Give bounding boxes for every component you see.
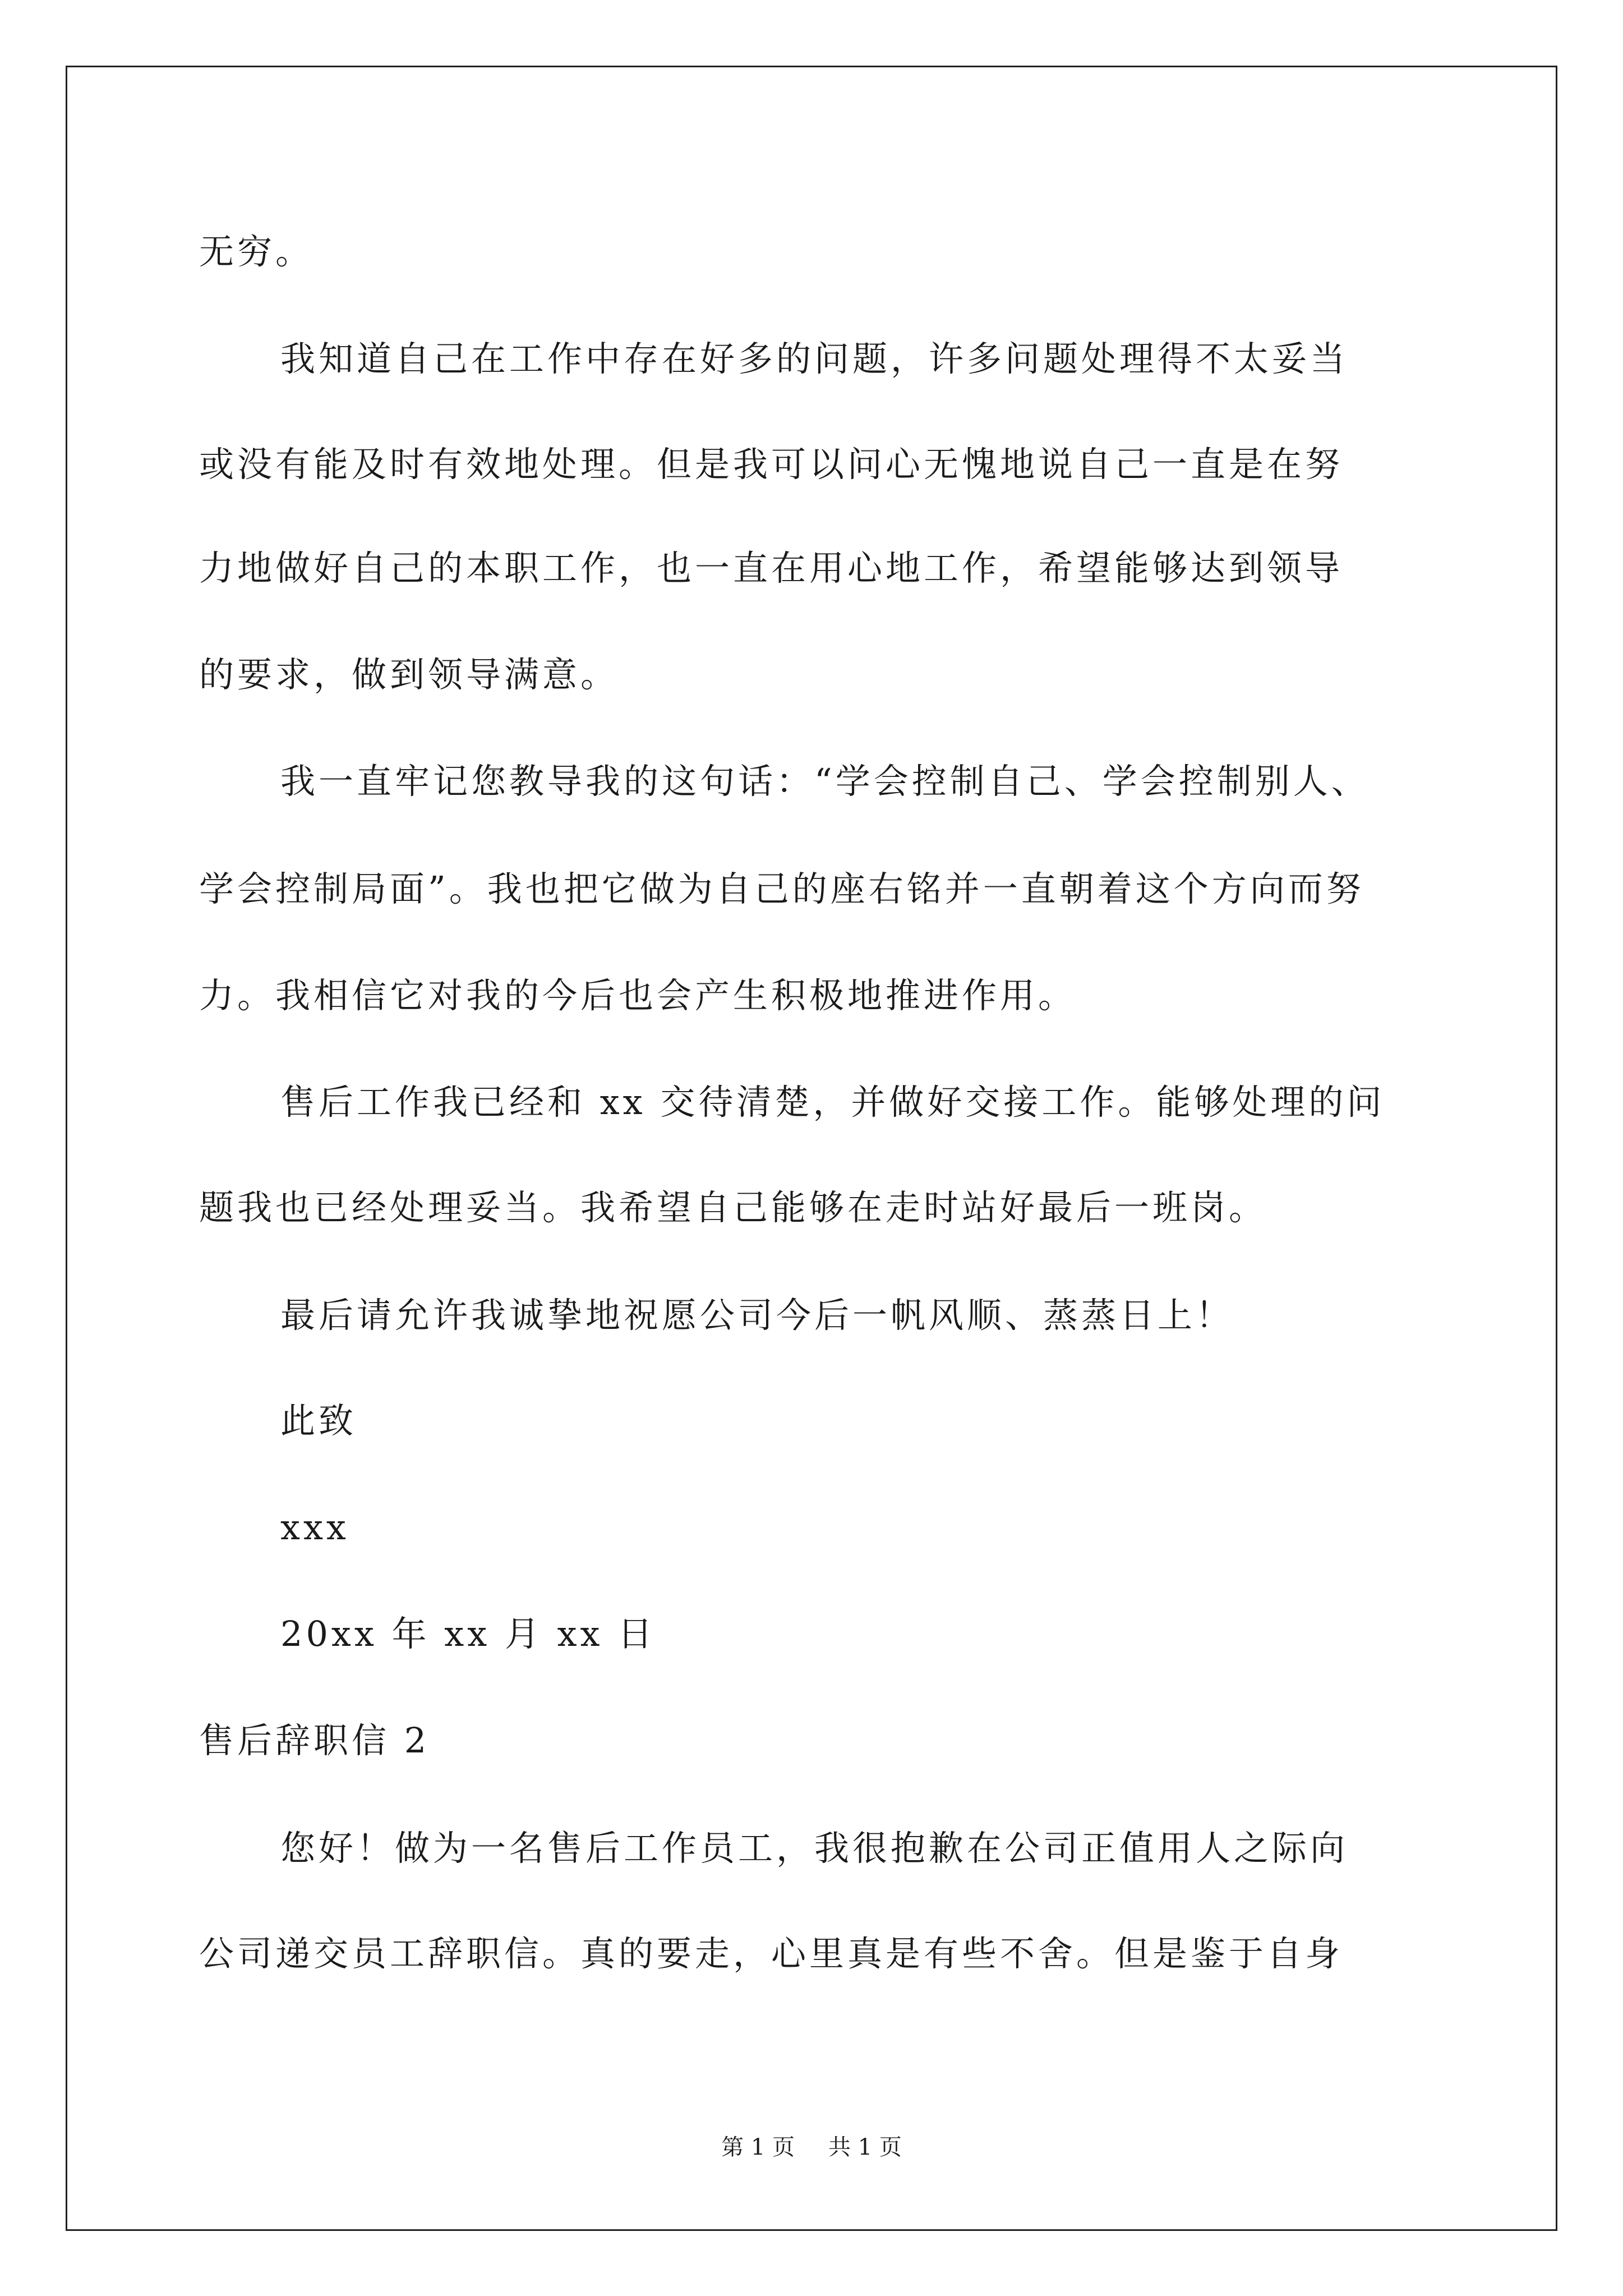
text-line: 我一直牢记您教导我的这句话：“学会控制自己、学会控制别人、 xyxy=(280,761,1370,802)
text-line: xxx xyxy=(280,1507,349,1548)
text-line: 您好！做为一名售后工作员工，我很抱歉在公司正值用人之际向 xyxy=(280,1828,1349,1869)
page-footer xyxy=(0,2133,1623,2161)
text-line: 无穷。 xyxy=(199,231,314,272)
text-line: 力。我相信它对我的今后也会产生积极地推进作用。 xyxy=(199,975,1077,1016)
text-line: 的要求，做到领导满意。 xyxy=(199,654,619,695)
text-line: 最后请允许我诚挚地祝愿公司今后一帆风顺、蒸蒸日上！ xyxy=(280,1295,1234,1336)
text-line: 学会控制局面”。我也把它做为自己的座右铭并一直朝着这个方向而努 xyxy=(199,868,1364,909)
page-number-total: 共 1 页 xyxy=(828,2134,902,2160)
text-line: 题我也已经处理妥当。我希望自己能够在走时站好最后一班岗。 xyxy=(199,1187,1267,1228)
text-line: 我知道自己在工作中存在好多的问题，许多问题处理得不太妥当 xyxy=(280,338,1349,379)
page-border xyxy=(66,66,1557,2231)
text-line: 公司递交员工辞职信。真的要走，心里真是有些不舍。但是鉴于自身 xyxy=(199,1933,1344,1974)
text-line: 或没有能及时有效地处理。但是我可以问心无愧地说自己一直是在努 xyxy=(199,444,1344,485)
text-line: 售后工作我已经和 xx 交待清楚，并做好交接工作。能够处理的问 xyxy=(280,1082,1385,1122)
text-line: 20xx 年 xx 月 xx 日 xyxy=(280,1613,656,1654)
text-line: 此致 xyxy=(280,1400,357,1441)
text-line: 力地做好自己的本职工作，也一直在用心地工作，希望能够达到领导 xyxy=(199,547,1344,588)
page-number-current: 第 1 页 xyxy=(721,2134,795,2160)
section-heading: 售后辞职信 2 xyxy=(199,1720,430,1761)
